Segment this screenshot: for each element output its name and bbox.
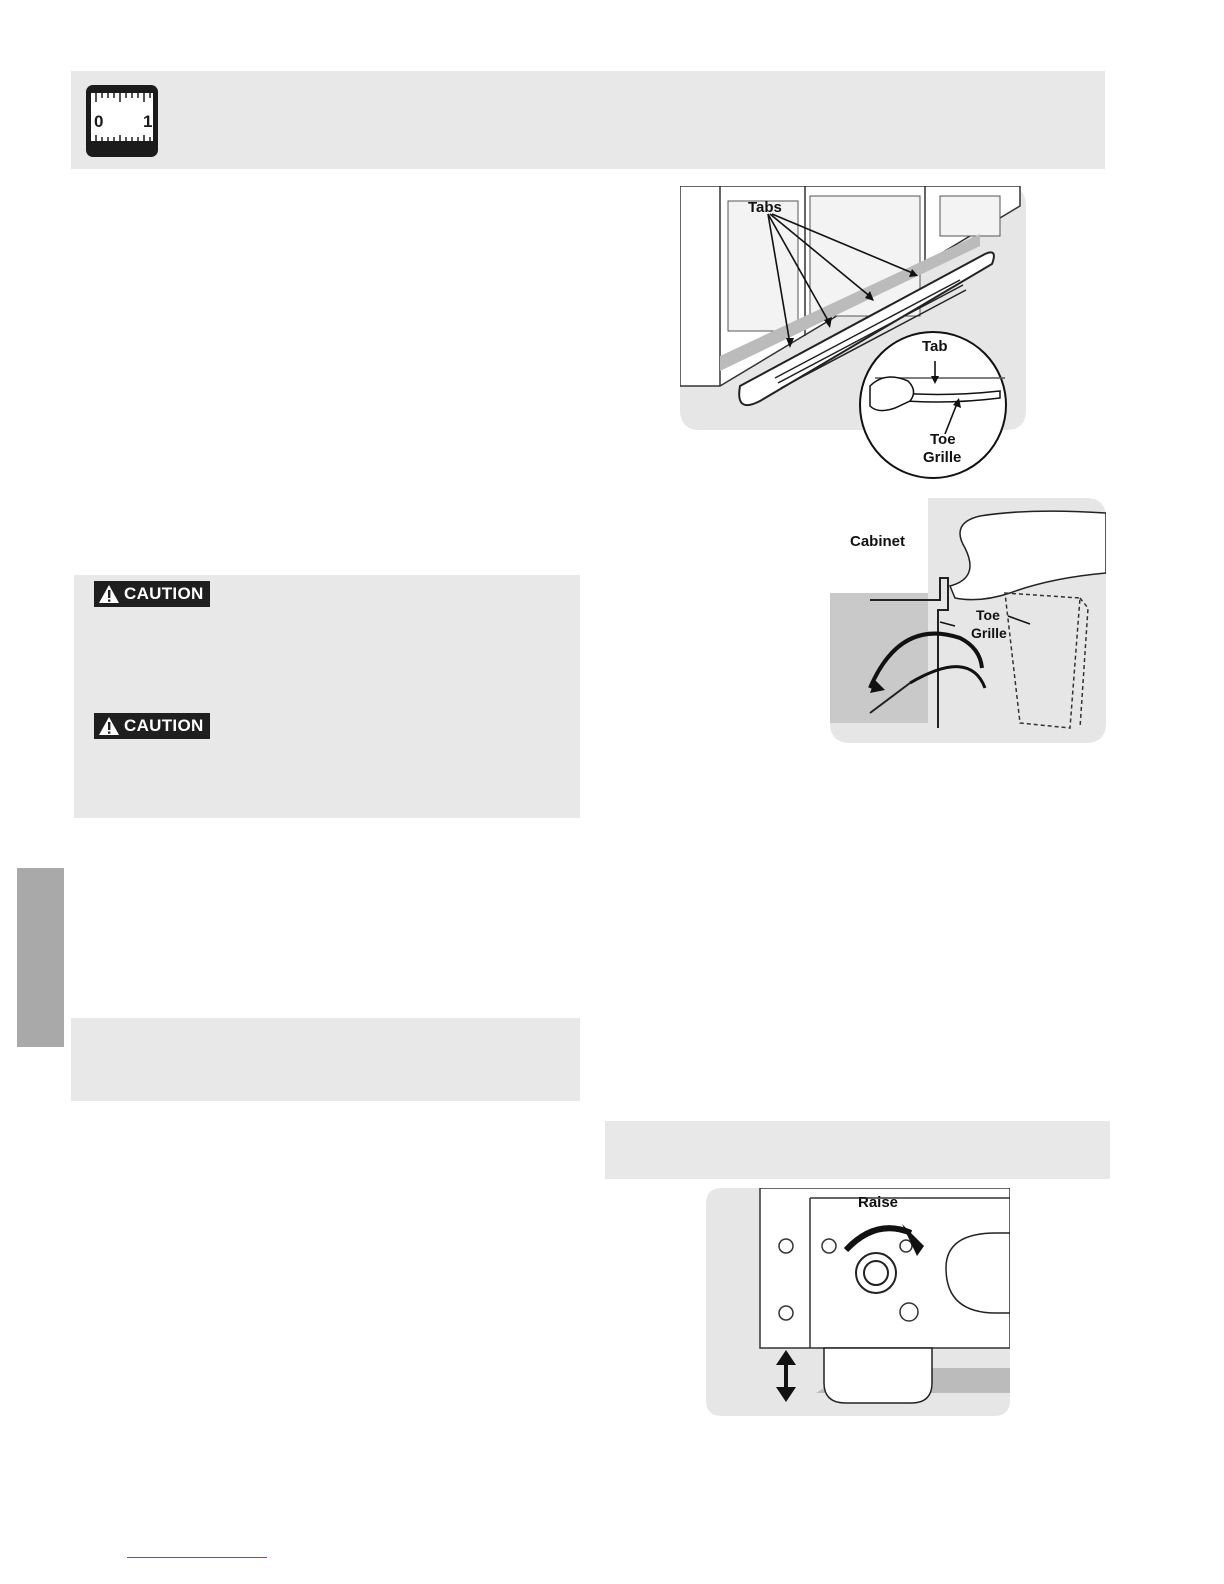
caution-panel (74, 575, 580, 818)
cabinet-label: Cabinet (850, 533, 906, 550)
warning-icon (98, 584, 120, 604)
caution-badge-text-2: CAUTION (124, 716, 204, 735)
grille-label-2: Grille (971, 625, 1007, 641)
section-thumb-tab (17, 868, 64, 1047)
ruler-zero-label: 0 (94, 112, 104, 131)
note-panel (71, 1018, 580, 1101)
raise-label: Raise (858, 1194, 899, 1211)
tabs-label: Tabs (748, 199, 782, 216)
caution-badge-2 (94, 713, 210, 739)
ruler-icon (86, 85, 158, 157)
toe-label: Toe (930, 431, 956, 448)
warning-icon (98, 716, 120, 736)
tab-label: Tab (922, 338, 948, 355)
leveling-header-panel (605, 1121, 1110, 1179)
caution-badge-1 (94, 581, 210, 607)
caution-badge-text-1: CAUTION (124, 584, 204, 603)
figure-leveling-roller (706, 1188, 1010, 1416)
grille-label: Grille (923, 449, 962, 466)
figure-toe-grille-install (830, 498, 1106, 743)
toe-label-2: Toe (976, 607, 1000, 623)
ruler-one-label: 1 (143, 112, 153, 131)
figure-toe-grille-tabs (680, 186, 1026, 480)
footer-link-underline (127, 1557, 267, 1558)
section-header-band (71, 71, 1105, 169)
